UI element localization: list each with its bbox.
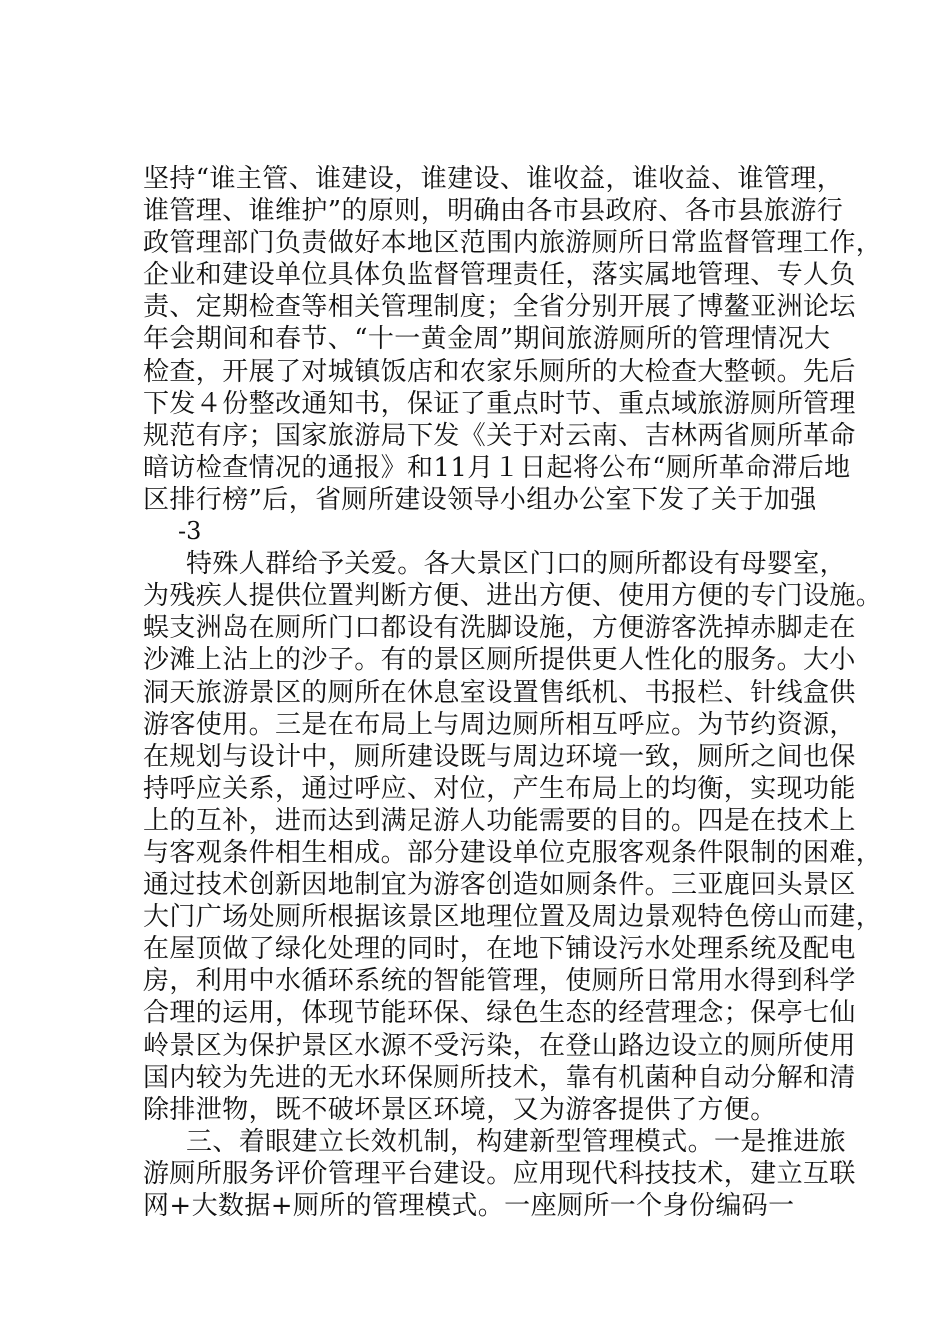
text-line: 游客使用。三是在布局上与周边厕所相互呼应。为节约资源， <box>143 710 856 740</box>
text-line: 蜈支洲岛在厕所门口都设有洗脚设施，方便游客洗掉赤脚走在 <box>143 613 856 643</box>
text-line: 网+大数据+厕所的管理模式。一座厕所一个身份编码一 <box>143 1191 795 1221</box>
text-line: 特殊人群给予关爱。各大景区门口的厕所都设有母婴室， <box>186 549 847 579</box>
text-line: 通过技术创新因地制宜为游客创造如厕条件。三亚鹿回头景区 <box>143 870 856 900</box>
text-line: 游厕所服务评价管理平台建设。应用现代科技技术，建立互联 <box>143 1159 856 1189</box>
text-line: 政管理部门负责做好本地区范围内旅游厕所日常监督管理工作， <box>143 228 883 258</box>
text-line: 上的互补，进而达到满足游人功能需要的目的。四是在技术上 <box>143 806 856 836</box>
text-line: 三、着眼建立长效机制，构建新型管理模式。一是推进旅 <box>186 1127 847 1157</box>
text-line: 下发４份整改通知书，保证了重点时节、重点域旅游厕所管理 <box>143 389 856 419</box>
text-line: 坚持“谁主管、谁建设，谁建设、谁收益，谁收益、谁管理， <box>143 164 844 194</box>
text-line: 国内较为先进的无水环保厕所技术，靠有机菌种自动分解和清 <box>143 1063 856 1093</box>
text-line: 沙滩上沾上的沙子。有的景区厕所提供更人性化的服务。大小 <box>143 645 856 675</box>
text-line: 洞天旅游景区的厕所在休息室设置售纸机、书报栏、针线盒供 <box>143 678 856 708</box>
text-line: 与客观条件相生相成。部分建设单位克服客观条件限制的困难， <box>143 838 883 868</box>
text-line: 年会期间和春节、“十一黄金周”期间旅游厕所的管理情况大 <box>143 324 831 354</box>
text-line: 岭景区为保护景区水源不受污染，在登山路边设立的厕所使用 <box>143 1031 856 1061</box>
text-line: 区排行榜”后，省厕所建设领导小组办公室下发了关于加强 <box>143 485 817 515</box>
text-line: 在屋顶做了绿化处理的同时，在地下铺设污水处理系统及配电 <box>143 934 856 964</box>
text-line: 持呼应关系，通过呼应、对位，产生布局上的均衡，实现功能 <box>143 774 856 804</box>
text-line: 暗访检查情况的通报》和11月１日起将公布“厕所革命滞后地 <box>143 453 851 483</box>
text-line: 为残疾人提供位置判断方便、进出方便、使用方便的专门设施。 <box>143 581 883 611</box>
text-line: 房，利用中水循环系统的智能管理，使厕所日常用水得到科学 <box>143 966 856 996</box>
text-line: 大门广场处厕所根据该景区地理位置及周边景观特色傍山而建， <box>143 902 883 932</box>
text-line: 除排泄物，既不破坏景区环境，又为游客提供了方便。 <box>143 1095 777 1125</box>
text-line: 企业和建设单位具体负监督管理责任，落实属地管理、专人负 <box>143 260 856 290</box>
text-line: 检查，开展了对城镇饭店和农家乐厕所的大检查大整顿。先后 <box>143 357 856 387</box>
text-line: 规范有序；国家旅游局下发《关于对云南、吉林两省厕所革命 <box>143 421 856 451</box>
inline-page-number: -3 <box>178 517 202 545</box>
text-line: 合理的运用，体现节能环保、绿色生态的经营理念；保亭七仙 <box>143 998 856 1028</box>
text-line: 在规划与设计中，厕所建设既与周边环境一致，厕所之间也保 <box>143 742 856 772</box>
text-line: 责、定期检查等相关管理制度；全省分别开展了博鳌亚洲论坛 <box>143 292 856 322</box>
text-line: 谁管理、谁维护”的原则，明确由各市县政府、各市县旅游行 <box>143 196 844 226</box>
